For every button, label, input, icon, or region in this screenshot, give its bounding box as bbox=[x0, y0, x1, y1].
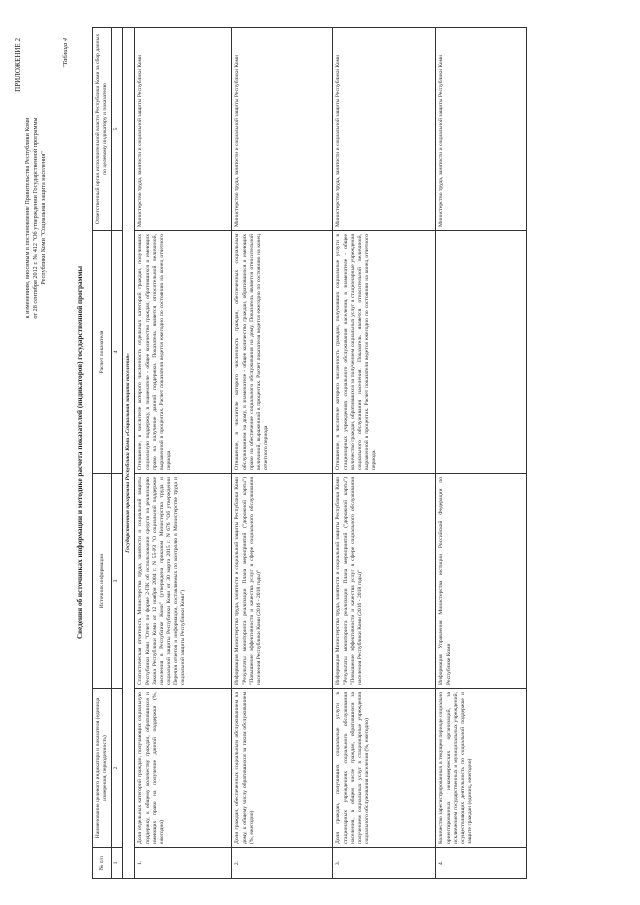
info-source: Информация Министерства труда, занятости и социальной защиты Республики Коми "Результаты мониторинга реализации Плана мероприятий ("дорожной карты") "Повышение эффективности и качества услуг в сфере социального обслуживания населения Республики Коми (2016 - 2018 годы)" bbox=[232, 474, 333, 689]
indicator-name: Доля граждан, обеспеченных социальным обслуживанием на дому, к общему числу обратившихся за таким обслуживанием (%, ежегодно) bbox=[232, 689, 333, 848]
column-index: 2 bbox=[112, 689, 123, 848]
indicator-name: Доля граждан, получивших социальные услуги в стационарных учреждениях социального обслуживания населения, в общем числе граждан, обратившихся за получением социальных услуг в стационарные учреждения социального обслуживания населения (%, ежегодно) bbox=[333, 689, 436, 848]
info-source: Статистическая отчетность Министерства труда, занятости и социальной защиты Республики Коми "Отчет по форме 2-ПК об использовании средств на реализацию Закона Республики Коми от 12 ноября 2004 г. N 55-РЗ "О социальной поддержке населения в Республике Коми" (утверждена приказом Министерства труда и социальной защиты Республики Коми от 30 марта 2015 г. N 676 "Об утверждении Перечня отчетов и информации, составляемых по контролю в Министерстве труда и социальной защиты Республики Коми") bbox=[135, 474, 232, 689]
col-header-responsible: Ответственный орган исполнительной власти Республики Коми за сбор данных по целевому индикатору и показателю bbox=[93, 28, 112, 231]
col-header-num: № п/п bbox=[93, 848, 112, 879]
indicator-name: Доля отдельных категорий граждан, получающих социальную поддержку, к общему количеству граждан, обратившихся и имеющих право на получение данной поддержки (%, ежегодно) bbox=[135, 689, 232, 848]
column-index: 1 bbox=[112, 848, 123, 879]
table-row bbox=[436, 28, 527, 879]
section-title: Государственная программа Республики Коми «Социальная защита населения» bbox=[123, 28, 135, 879]
column-index: 3 bbox=[112, 474, 123, 689]
document-header bbox=[14, 38, 48, 398]
info-source: Информация Управления Министерства юстиции Российской Федерации по Республике Коми bbox=[436, 474, 527, 689]
col-header-source: Источник информации bbox=[93, 474, 112, 689]
table-label: "Таблица 4 bbox=[62, 38, 69, 69]
calc-method: Отношение, в числителе которого численность отдельных категорий граждан, получивших социальную поддержку, в знаменателе - общее количество граждан, обратившихся и имеющих право на получение данной поддержки. Показатель является относительной величиной, выраженной в процентах. Расчет показателя ведется ежегодно по состоянию на конец отчетного периода bbox=[135, 231, 232, 474]
calc-method: Отношение, в числителе которого численность граждан, обеспеченных социальным обслуживанием на дому, в знаменателе - общее количество граждан, обратившихся и имеющих право на обеспечение социального обслуживания на дому. Показатель является относительной величиной, выраженной в процентах. Расчет показателя ведется ежегодно по состоянию на конец отчетного периода bbox=[232, 231, 333, 474]
row-num: 3. bbox=[333, 848, 436, 879]
calc-method bbox=[436, 231, 527, 474]
info-source: Информация Министерства труда, занятости и социальной защиты Республики Коми "Результаты мониторинга реализации Плана мероприятий ("дорожной карты") "Повышение эффективности и качества услуг в сфере социального обслуживания населения Республики Коми (2016 - 2018 годы)" bbox=[333, 474, 436, 689]
responsible-body: Министерство труда, занятости и социальной защиты Республики Коми bbox=[232, 28, 333, 231]
section-row bbox=[123, 28, 135, 879]
row-num: 2. bbox=[232, 848, 333, 879]
column-index: 5 bbox=[112, 28, 123, 231]
header-line-2: от 28 сентября 2012 г. № 412 "Об утверждении Государственной программы bbox=[32, 117, 40, 319]
row-num: 1. bbox=[135, 848, 232, 879]
responsible-body: Министерство труда, занятости и социальной защиты Республики Коми bbox=[333, 28, 436, 231]
table-row bbox=[135, 28, 232, 879]
column-index: 4 bbox=[112, 231, 123, 474]
header-line-1: к изменениям, вносимым в постановление Правительства Республики Коми bbox=[24, 117, 32, 319]
column-index-row bbox=[112, 28, 123, 879]
col-header-name: Наименование целевого индикатора и показателя (единица измерения, периодичность) bbox=[93, 689, 112, 848]
table-row bbox=[333, 28, 436, 879]
header-line-3: Республики Коми "Социальная защита населения" bbox=[40, 151, 48, 285]
table-header-row bbox=[93, 28, 112, 879]
calc-method: Отношение, в числителе которого численность граждан, получивших социальные услуги в стационарных учреждениях социального обслуживания населения, в знаменателе - общее количество граждан, обратившихся за получением социальных услуг в стационарные учреждения социального обслуживания населения. Показатель является относительной величиной, выраженной в процентах. Расчет показателя ведется ежегодно по состоянию на конец отчетного периода. bbox=[333, 231, 436, 474]
col-header-method: Расчет показателя bbox=[93, 231, 112, 474]
indicators-table bbox=[92, 27, 527, 879]
responsible-body: Министерство труда, занятости и социальной защиты Республики Коми bbox=[436, 28, 527, 231]
appendix-label: ПРИЛОЖЕНИЕ 2 bbox=[14, 38, 22, 92]
indicator-name: Количество зарегистрированных в текущем периоде социально ориентированных некоммерческих организаций, за исключением государственных и муниципальных учреждений, осуществляющих деятельность по социальной поддержке и защите граждан (единиц, ежегодно) bbox=[436, 689, 527, 848]
row-num: 4. bbox=[436, 848, 527, 879]
responsible-body: Министерство труда, занятости и социальной защиты Республики Коми bbox=[135, 28, 232, 231]
document-title: Сведения об источниках информации и методике расчета показателей (индикаторов) государственной программы bbox=[76, 266, 84, 640]
table-row bbox=[232, 28, 333, 879]
